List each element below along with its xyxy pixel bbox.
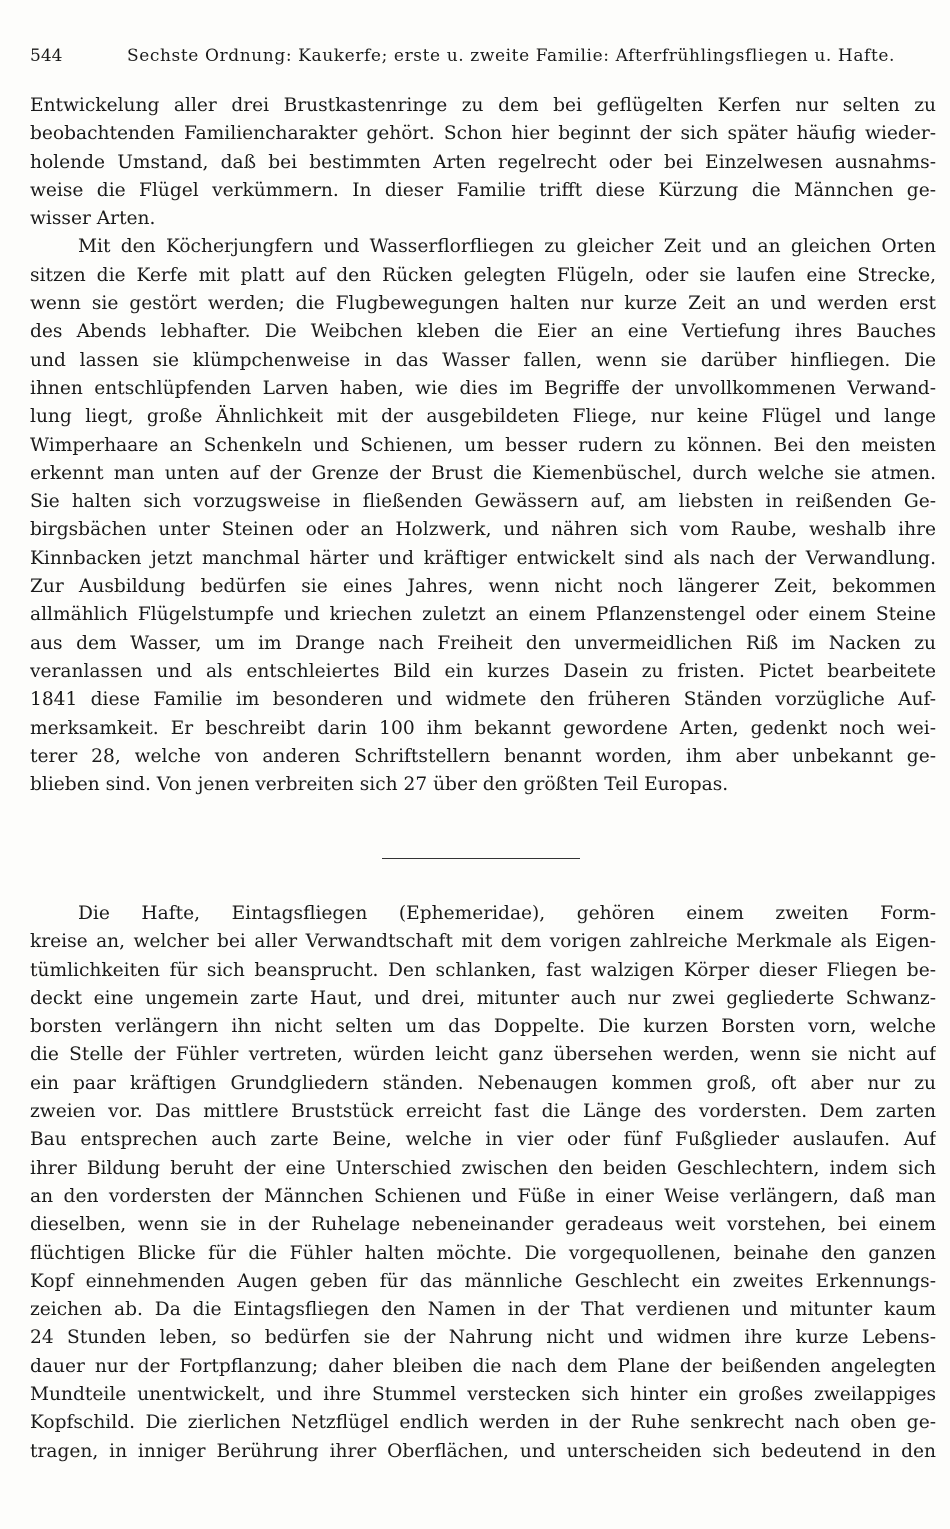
text-line: 24 Stunden leben, so bedürfen sie der Nahrung nicht und widmen ihre kurze Lebens- — [30, 1327, 936, 1349]
text-line: Kinnbacken jetzt manchmal härter und kräftiger entwickelt sind als nach der Verwandlung. — [30, 547, 936, 569]
text-line: flüchtigen Blicke für die Fühler halten möchte. Die vorgequollenen, beinahe den ganzen — [30, 1242, 936, 1264]
text-line: allmählich Flügelstumpfe und kriechen zuletzt an einem Pflanzenstengel oder einem Steine — [30, 604, 936, 626]
page-header — [30, 46, 936, 66]
text-line: des Abends lebhafter. Die Weibchen kleben die Eier an eine Vertiefung ihres Bauches — [30, 321, 936, 343]
text-line: erkennt man unten auf der Grenze der Brust die Kiemenbüschel, durch welche sie atmen. — [30, 462, 936, 484]
text-line: Zur Ausbildung bedürfen sie eines Jahres, wenn nicht noch längerer Zeit, bekommen — [30, 576, 936, 598]
text-block-section-2 — [30, 900, 936, 1466]
text-line: wenn sie gestört werden; die Flugbewegungen halten nur kurze Zeit an und werden erst — [30, 293, 936, 315]
text-line: dieselben, wenn sie in der Ruhelage nebeneinander geradeaus weit vorstehen, bei einem — [30, 1214, 936, 1236]
text-line: weise die Flügel verkümmern. In dieser Familie trifft diese Kürzung die Männchen ge- — [30, 179, 936, 201]
text-line: Entwickelung aller drei Brustkastenringe zu dem bei geflügelten Kerfen nur selten zu — [30, 95, 936, 116]
text-line: birgsbächen unter Steinen oder an Holzwerk, und nähren sich vom Raube, weshalb ihre — [30, 519, 936, 541]
text-line: Die Hafte, Eintagsfliegen (Ephemeridae), gehören einem zweiten Form- — [78, 903, 936, 924]
text-line: Kopf einnehmenden Augen geben für das männliche Geschlecht ein zweites Erkennungs- — [30, 1270, 936, 1292]
text-line: 1841 diese Familie im besonderen und widmete den früheren Ständen vorzügliche Auf- — [30, 689, 936, 711]
text-line: wisser Arten. — [30, 208, 156, 230]
text-line: kreise an, welcher bei aller Verwandtschaft mit dem vorigen zahlreiche Merkmale als Eigen- — [30, 931, 936, 953]
text-line: die Stelle der Fühler vertreten, würden leicht ganz übersehen werden, wenn sie nicht auf — [30, 1044, 936, 1066]
text-line: tragen, in inniger Berührung ihrer Oberflächen, und unterscheiden sich bedeutend in den — [30, 1440, 936, 1462]
text-line: Mit den Köcherjungfern und Wasserflorfliegen zu gleicher Zeit und an gleichen Orten — [78, 236, 936, 258]
text-line: Sie halten sich vorzugsweise in fließenden Gewässern auf, am liebsten in reißenden Ge- — [30, 491, 936, 513]
text-line: Kopfschild. Die zierlichen Netzflügel endlich werden in der Ruhe senkrecht nach oben ge- — [30, 1412, 936, 1434]
text-line: Wimperhaare an Schenkeln und Schienen, um besser rudern zu können. Bei den meisten — [30, 434, 936, 456]
text-line: sitzen die Kerfe mit platt auf den Rücken gelegten Flügeln, oder sie laufen eine Strecke, — [30, 264, 936, 286]
text-line: dauer nur der Fortpflanzung; daher bleiben die nach dem Plane der beißenden angelegten — [30, 1355, 936, 1377]
running-title: Sechste Ordnung: Kaukerfe; erste u. zweite Familie: Afterfrühlingsfliegen u. Hafte. — [126, 46, 896, 66]
text-line: merksamkeit. Er beschreibt darin 100 ihm bekannt gewordene Arten, gedenkt noch wei- — [30, 717, 936, 739]
text-line: borsten verlängern ihn nicht selten um das Doppelte. Die kurzen Borsten vorn, welche — [30, 1016, 936, 1038]
text-line: beobachtenden Familiencharakter gehört. Schon hier beginnt der sich später häufig wieder- — [30, 123, 936, 145]
text-line: terer 28, welche von anderen Schriftstellern benannt worden, ihm aber unbekannt ge- — [30, 745, 936, 767]
text-line: blieben sind. Von jenen verbreiten sich 27 über den größten Teil Europas. — [30, 774, 729, 796]
text-block-section-1 — [30, 92, 936, 799]
text-line: Bau entsprechen auch zarte Beine, welche in vier oder fünf Fußglieder auslaufen. Auf — [30, 1129, 936, 1151]
text-line: veranlassen und als entschleiertes Bild ein kurzes Dasein zu fristen. Pictet bearbeitete — [30, 660, 936, 682]
text-line: lung liegt, große Ähnlichkeit mit der ausgebildeten Fliege, nur keine Flügel und lange — [30, 406, 936, 428]
text-line: ihnen entschlüpfenden Larven haben, wie dies im Begriffe der unvollkommenen Verwand- — [30, 377, 936, 399]
text-line: holende Umstand, daß bei bestimmten Arten regelrecht oder bei Einzelwesen ausnahms- — [30, 151, 936, 173]
text-line: Mundteile unentwickelt, und ihre Stummel verstecken sich hinter ein großes zweilappiges — [30, 1384, 936, 1406]
section-divider — [382, 858, 580, 859]
text-line: an den vordersten der Männchen Schienen und Füße in einer Weise verlängern, daß man — [30, 1185, 936, 1207]
text-line: zeichen ab. Da die Eintagsfliegen den Namen in der That verdienen und mitunter kaum — [30, 1299, 936, 1321]
text-line: und lassen sie klümpchenweise in das Wasser fallen, wenn sie darüber hinfliegen. Die — [30, 349, 936, 371]
page-number: 544 — [30, 46, 63, 66]
text-line: zweien vor. Das mittlere Bruststück erreicht fast die Länge des vordersten. Dem zarten — [30, 1101, 936, 1123]
text-line: ihrer Bildung beruht der eine Unterschied zwischen den beiden Geschlechtern, indem sich — [30, 1157, 936, 1179]
text-line: deckt eine ungemein zarte Haut, und drei, mitunter auch nur zwei gegliederte Schwanz- — [30, 987, 936, 1009]
text-line: ein paar kräftigen Grundgliedern ständen. Nebenaugen kommen groß, oft aber nur zu — [30, 1072, 936, 1094]
text-line: tümlichkeiten für sich beansprucht. Den schlanken, fast walzigen Körper dieser Fliegen be- — [30, 959, 936, 981]
text-line: aus dem Wasser, um im Drange nach Freiheit den unvermeidlichen Riß im Nacken zu — [30, 632, 936, 654]
